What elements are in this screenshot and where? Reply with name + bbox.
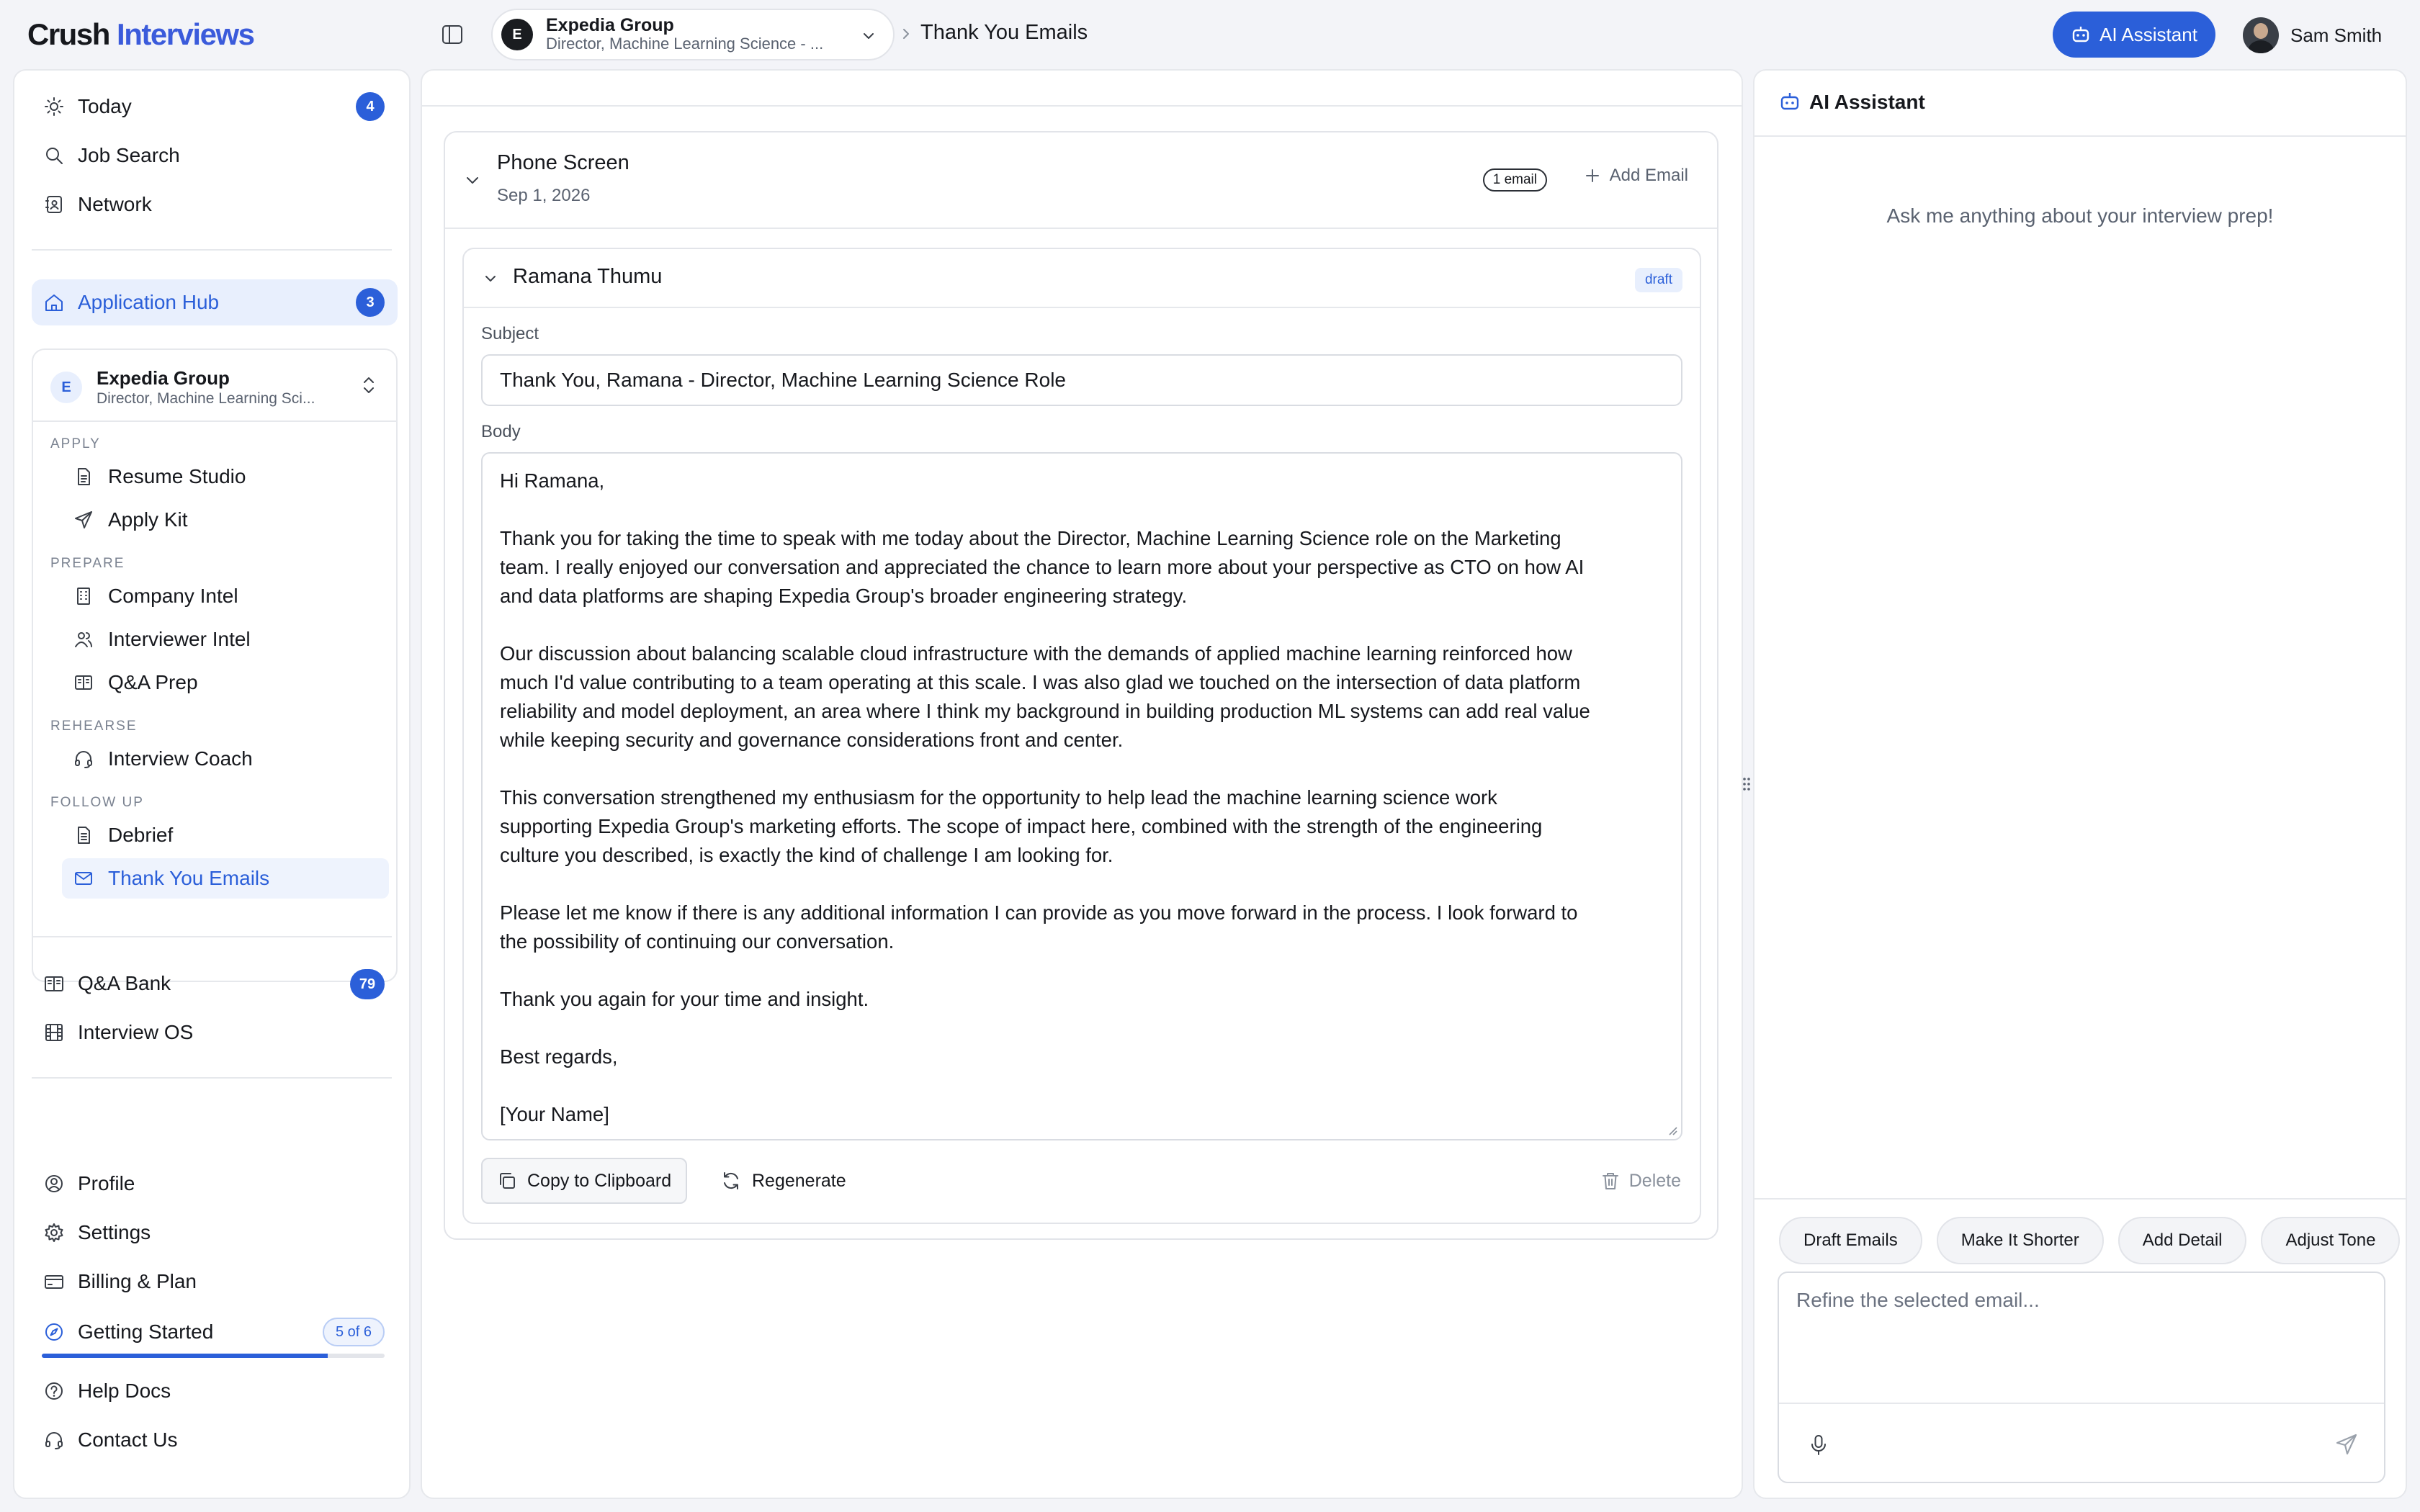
subject-input[interactable]: Thank You, Ramana - Director, Machine Learning Science Role xyxy=(481,354,1682,406)
application-role: Director, Machine Learning Sci... xyxy=(97,390,315,407)
subject-label: Subject xyxy=(481,324,539,343)
ai-assistant-panel xyxy=(1753,69,2407,1499)
compass-icon xyxy=(43,1321,65,1343)
body-paragraph: Best regards, xyxy=(500,1045,618,1068)
refresh-icon xyxy=(720,1170,742,1192)
search-icon xyxy=(43,145,65,166)
regenerate-button[interactable] xyxy=(720,1158,846,1204)
chevron-up-down-icon xyxy=(360,374,377,396)
sidebar-item-label: Thank You Emails xyxy=(108,867,270,889)
chevron-down-icon xyxy=(861,29,876,43)
sidebar-item-label: Job Search xyxy=(78,144,180,166)
copy-label: Copy to Clipboard xyxy=(527,1170,672,1191)
chevron-right-icon xyxy=(900,24,912,43)
sidebar-item-getting-started[interactable] xyxy=(43,1312,213,1352)
getting-started-badge: 5 of 6 xyxy=(323,1318,385,1346)
suggestion-chips xyxy=(1779,1217,2400,1264)
qa-bank-count-badge: 79 xyxy=(350,969,385,999)
stage-header[interactable] xyxy=(445,132,1717,229)
mail-icon xyxy=(73,868,94,888)
sidebar-item-label: Network xyxy=(78,193,152,215)
chip-draft-emails[interactable]: Draft Emails xyxy=(1779,1217,1922,1264)
sidebar-item-thank-you-emails[interactable] xyxy=(62,858,389,899)
application-hub-link[interactable] xyxy=(43,282,219,323)
panel-icon xyxy=(442,24,463,45)
sidebar-item-label: Billing & Plan xyxy=(78,1270,197,1292)
sidebar-item-help-docs[interactable] xyxy=(43,1371,171,1411)
building-icon xyxy=(73,586,94,606)
sidebar-item-interview-coach[interactable] xyxy=(62,739,389,779)
avatar xyxy=(2243,17,2279,53)
film-icon xyxy=(43,1022,65,1043)
sidebar-toggle-button[interactable] xyxy=(438,22,467,48)
plus-icon xyxy=(1584,167,1601,184)
sidebar-item-qa-bank[interactable] xyxy=(43,963,171,1004)
sidebar-item-label: Interview OS xyxy=(78,1021,194,1043)
gear-icon xyxy=(43,1222,65,1243)
resize-panel-handle-icon[interactable] xyxy=(1742,775,1752,793)
regenerate-label: Regenerate xyxy=(752,1170,846,1191)
section-label-apply: APPLY xyxy=(50,436,101,451)
today-count-badge: 4 xyxy=(356,92,385,121)
body-label: Body xyxy=(481,422,521,441)
sidebar-item-today[interactable] xyxy=(43,86,132,127)
sidebar-item-label: Profile xyxy=(78,1172,135,1194)
main-content xyxy=(421,69,1743,1499)
stage-date: Sep 1, 2026 xyxy=(497,186,591,205)
sidebar-item-label: Q&A Bank xyxy=(78,972,171,994)
ai-panel-title: AI Assistant xyxy=(1809,91,1925,113)
divider xyxy=(422,105,1742,107)
sidebar-item-label: Today xyxy=(78,95,132,117)
ai-assistant-button[interactable] xyxy=(2053,12,2215,58)
body-paragraph: Our discussion about balancing scalable cloud infrastructure with the demands of applied machine learning reinforced how much I'd value contributing to a team operating at this scale. I was also glad we touched on the intersection of data platform reliability and model deployment, an area where I think my background in building production ML systems can add real value while keeping security and governance considerations front and center. xyxy=(500,642,1590,751)
sidebar-item-billing[interactable] xyxy=(43,1261,197,1302)
help-icon xyxy=(43,1380,65,1402)
sidebar-item-label: Contact Us xyxy=(78,1428,178,1451)
sidebar-item-label: Apply Kit xyxy=(108,508,188,531)
user-circle-icon xyxy=(43,1173,65,1194)
add-email-label: Add Email xyxy=(1609,166,1688,185)
send-icon[interactable] xyxy=(2334,1431,2360,1457)
users-icon xyxy=(73,629,94,649)
contacts-icon xyxy=(43,194,65,215)
application-selector[interactable] xyxy=(33,350,396,422)
sidebar-item-interviewer-intel[interactable] xyxy=(62,619,389,660)
sun-icon xyxy=(43,96,65,117)
headset-icon xyxy=(73,749,94,769)
sidebar xyxy=(13,69,411,1499)
delete-button[interactable] xyxy=(1600,1158,1681,1204)
send-icon xyxy=(73,510,94,530)
stage-title: Phone Screen xyxy=(497,151,629,174)
copy-to-clipboard-button[interactable] xyxy=(481,1158,687,1204)
section-label-rehearse: REHEARSE xyxy=(50,719,138,734)
sidebar-item-interview-os[interactable] xyxy=(43,1012,193,1053)
clipboard-icon xyxy=(73,825,94,845)
status-badge: draft xyxy=(1635,268,1682,292)
getting-started-progress xyxy=(42,1354,385,1358)
logo-main: Crush xyxy=(27,17,109,51)
email-header[interactable] xyxy=(464,249,1700,308)
sidebar-item-contact-us[interactable] xyxy=(43,1420,178,1460)
sidebar-item-network[interactable] xyxy=(43,184,152,225)
application-avatar: E xyxy=(50,372,82,403)
ai-empty-message: Ask me anything about your interview prep! xyxy=(1886,204,2274,227)
headset-icon xyxy=(43,1429,65,1451)
body-paragraph: Thank you for taking the time to speak with me today about the Director, Machine Learning Science role on the Marketing team. I really enjoyed our conversation and appreciated the chance to learn more about your perspective as CTO on how AI and data platforms are shaping Expedia Group's broader engineering strategy. xyxy=(500,527,1585,607)
document-icon xyxy=(73,467,94,487)
progress-fill xyxy=(42,1354,328,1358)
sidebar-item-label: Application Hub xyxy=(78,291,220,313)
chevron-down-icon[interactable] xyxy=(483,271,498,287)
sidebar-item-label: Debrief xyxy=(108,824,174,846)
section-label-prepare: PREPARE xyxy=(50,556,125,571)
company-avatar: E xyxy=(501,19,533,50)
sidebar-item-apply-kit[interactable] xyxy=(62,500,389,540)
sidebar-item-label: Settings xyxy=(78,1221,151,1243)
email-count-badge: 1 email xyxy=(1483,168,1547,192)
chip-make-it-shorter[interactable]: Make It Shorter xyxy=(1937,1217,2104,1264)
sidebar-item-label: Interview Coach xyxy=(108,747,253,770)
ai-assistant-label: AI Assistant xyxy=(2099,23,2197,45)
sidebar-item-profile[interactable] xyxy=(43,1164,135,1204)
sidebar-item-settings[interactable] xyxy=(43,1212,151,1253)
logo-accent: Interviews xyxy=(117,17,254,51)
sidebar-item-label: Interviewer Intel xyxy=(108,628,251,650)
user-menu[interactable] xyxy=(2243,17,2382,53)
company-name: Expedia Group xyxy=(546,15,674,35)
ai-panel-header xyxy=(1754,71,2406,137)
copy-icon xyxy=(497,1171,517,1191)
body-paragraph: Thank you again for your time and insight. xyxy=(500,988,869,1010)
hub-count-badge: 3 xyxy=(356,288,385,317)
body-paragraph: [Your Name] xyxy=(500,1103,609,1125)
stage-card xyxy=(444,131,1718,1240)
sidebar-item-job-search[interactable] xyxy=(43,135,180,176)
sidebar-item-label: Q&A Prep xyxy=(108,671,198,693)
chip-adjust-tone[interactable]: Adjust Tone xyxy=(2261,1217,2400,1264)
chip-add-detail[interactable]: Add Detail xyxy=(2118,1217,2247,1264)
body-paragraph: Please let me know if there is any additional information I can provide as you move forward in the process. I look forward to the possibility of continuing our conversation. xyxy=(500,901,1578,953)
book-icon xyxy=(43,973,65,994)
book-icon xyxy=(73,672,94,693)
microphone-icon[interactable] xyxy=(1808,1433,1829,1457)
home-icon xyxy=(43,292,65,313)
sidebar-item-label: Help Docs xyxy=(78,1380,171,1402)
sidebar-item-label: Resume Studio xyxy=(108,465,246,487)
sidebar-item-company-intel[interactable] xyxy=(62,576,389,616)
bot-icon xyxy=(2071,24,2091,45)
sidebar-item-qa-prep[interactable] xyxy=(62,662,389,703)
company-role: Director, Machine Learning Science - ... xyxy=(546,35,824,53)
body-textarea[interactable] xyxy=(481,452,1682,1140)
application-panel xyxy=(32,348,398,982)
divider xyxy=(32,936,392,937)
divider xyxy=(32,249,392,251)
sidebar-item-label: Company Intel xyxy=(108,585,238,607)
breadcrumb-current: Thank You Emails xyxy=(920,21,1088,44)
recipient-name: Ramana Thumu xyxy=(513,265,663,288)
body-paragraph: Hi Ramana, xyxy=(500,469,605,492)
body-paragraph: This conversation strengthened my enthusiasm for the opportunity to help lead the machine learning science work supporting Expedia Group's marketing efforts. The scope of impact here, combined with the strength of the engineering culture you described, is exactly the kind of challenge I am looking for. xyxy=(500,786,1543,866)
credit-card-icon xyxy=(43,1271,65,1292)
divider xyxy=(1754,1198,2406,1200)
divider xyxy=(32,1077,392,1079)
ai-composer xyxy=(1778,1272,2385,1483)
application-company: Expedia Group xyxy=(97,367,230,389)
delete-label: Delete xyxy=(1628,1170,1681,1191)
sidebar-item-resume-studio[interactable] xyxy=(62,456,389,497)
company-selector[interactable] xyxy=(491,9,895,60)
ai-message-input[interactable]: Refine the selected email... xyxy=(1779,1273,2384,1404)
bot-icon xyxy=(1779,91,1801,112)
chevron-down-icon[interactable] xyxy=(464,171,481,189)
app-logo[interactable] xyxy=(27,16,254,53)
email-card xyxy=(462,248,1701,1224)
resize-handle-icon[interactable] xyxy=(1667,1125,1678,1136)
user-name: Sam Smith xyxy=(2290,24,2383,46)
trash-icon xyxy=(1600,1171,1621,1191)
add-email-button[interactable] xyxy=(1584,166,1688,186)
sidebar-item-debrief[interactable] xyxy=(62,815,389,855)
section-label-follow-up: FOLLOW UP xyxy=(50,795,144,810)
sidebar-item-label: Getting Started xyxy=(78,1320,214,1343)
